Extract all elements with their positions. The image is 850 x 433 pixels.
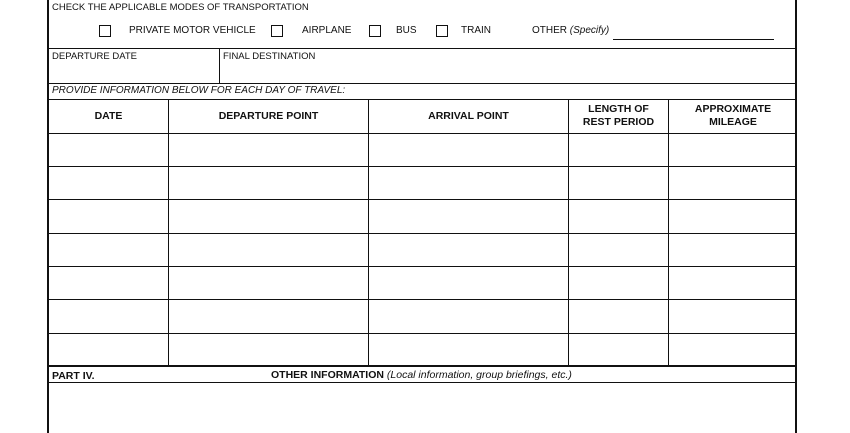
other-label xyxy=(532,25,609,36)
travel-form xyxy=(47,0,797,433)
divider xyxy=(49,48,795,49)
cell-departure[interactable] xyxy=(169,200,368,233)
cell-departure[interactable] xyxy=(169,234,368,266)
cell-rest[interactable] xyxy=(569,334,668,365)
checkbox-bus[interactable] xyxy=(369,25,381,37)
column-header-rest-period xyxy=(569,103,668,129)
checkbox-airplane[interactable] xyxy=(271,25,283,37)
cell-rest[interactable] xyxy=(569,134,668,166)
transport-heading: CHECK THE APPLICABLE MODES OF TRANSPORTATION xyxy=(52,2,309,13)
checkbox-train[interactable] xyxy=(436,25,448,37)
cell-arrival[interactable] xyxy=(369,234,568,266)
cell-mileage[interactable] xyxy=(669,300,797,333)
other-information-input[interactable] xyxy=(49,383,797,433)
departure-date-input[interactable] xyxy=(49,62,219,82)
cell-arrival[interactable] xyxy=(369,167,568,199)
other-specify-hint: (Specify) xyxy=(569,25,610,36)
cell-rest[interactable] xyxy=(569,167,668,199)
cell-date[interactable] xyxy=(49,300,168,333)
column-header-arrival-point: ARRIVAL POINT xyxy=(428,110,509,122)
private-motor-vehicle-label: PRIVATE MOTOR VEHICLE xyxy=(129,25,256,36)
cell-mileage[interactable] xyxy=(669,200,797,233)
final-destination-input[interactable] xyxy=(220,62,797,82)
part-iv-label: PART IV. xyxy=(52,370,95,382)
cell-departure[interactable] xyxy=(169,134,368,166)
other-information-heading xyxy=(271,369,572,381)
column-header-departure-point: DEPARTURE POINT xyxy=(218,110,319,122)
cell-arrival[interactable] xyxy=(369,200,568,233)
cell-rest[interactable] xyxy=(569,200,668,233)
cell-date[interactable] xyxy=(49,200,168,233)
cell-mileage[interactable] xyxy=(669,234,797,266)
checkbox-private-motor-vehicle[interactable] xyxy=(99,25,111,37)
cell-date[interactable] xyxy=(49,267,168,299)
column-header-date: DATE xyxy=(94,110,123,122)
rest-header-line1: LENGTH OF xyxy=(588,103,649,115)
other-label-text: OTHER xyxy=(532,25,567,36)
cell-departure[interactable] xyxy=(169,267,368,299)
airplane-label: AIRPLANE xyxy=(302,25,352,36)
mileage-header-line2: MILEAGE xyxy=(709,116,757,128)
other-information-title: OTHER INFORMATION xyxy=(271,369,384,381)
final-destination-label: FINAL DESTINATION xyxy=(223,51,316,62)
travel-instruction: PROVIDE INFORMATION BELOW FOR EACH DAY OF TRAVEL: xyxy=(52,85,346,96)
cell-date[interactable] xyxy=(49,334,168,365)
cell-rest[interactable] xyxy=(569,234,668,266)
cell-arrival[interactable] xyxy=(369,300,568,333)
divider xyxy=(49,83,795,84)
divider xyxy=(49,99,795,100)
other-information-subtitle: (Local information, group briefings, etc.) xyxy=(386,369,572,381)
cell-date[interactable] xyxy=(49,134,168,166)
cell-departure[interactable] xyxy=(169,334,368,365)
cell-mileage[interactable] xyxy=(669,267,797,299)
column-header-mileage xyxy=(669,103,797,129)
other-specify-input[interactable] xyxy=(613,27,774,40)
cell-arrival[interactable] xyxy=(369,334,568,365)
cell-arrival[interactable] xyxy=(369,267,568,299)
cell-rest[interactable] xyxy=(569,300,668,333)
cell-mileage[interactable] xyxy=(669,334,797,365)
cell-mileage[interactable] xyxy=(669,134,797,166)
cell-date[interactable] xyxy=(49,234,168,266)
cell-arrival[interactable] xyxy=(369,134,568,166)
cell-date[interactable] xyxy=(49,167,168,199)
bus-label: BUS xyxy=(396,25,417,36)
cell-mileage[interactable] xyxy=(669,167,797,199)
mileage-header-line1: APPROXIMATE xyxy=(694,103,772,115)
cell-departure[interactable] xyxy=(169,167,368,199)
train-label: TRAIN xyxy=(461,25,491,36)
divider xyxy=(49,365,795,367)
rest-header-line2: REST PERIOD xyxy=(582,116,655,128)
cell-departure[interactable] xyxy=(169,300,368,333)
departure-date-label: DEPARTURE DATE xyxy=(52,51,137,62)
cell-rest[interactable] xyxy=(569,267,668,299)
